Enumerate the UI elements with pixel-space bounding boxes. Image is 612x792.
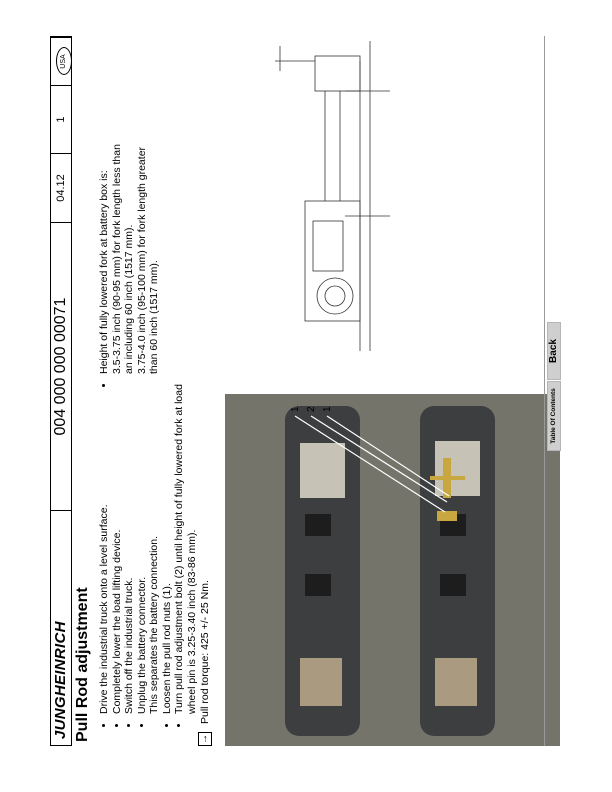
rotated-page — [50, 36, 560, 746]
nav-bar — [544, 36, 560, 746]
step-item: • Unplug the battery connector. This separates the battery connection. — [136, 384, 161, 714]
country-cell — [51, 37, 71, 85]
table-of-contents-button[interactable]: Table Of Contents — [547, 381, 561, 451]
step-item: • Turn pull rod adjustment bolt (2) until height of fully lowered fork at load wheel pin is 3.25-3.40 inch (83-86 mm). — [173, 384, 198, 714]
pull-rod-photo — [225, 394, 560, 746]
step-item: • Switch off the industrial truck. — [123, 384, 136, 714]
document-number: 004 000 000 00071 — [51, 222, 71, 510]
step-item: • Loosen the pull rod nuts (1). — [161, 384, 174, 714]
spec-item: • Height of fully lowered fork at battery box is: 3.5-3.75 inch (90-95 mm) for fork length less than an including 60 inch (1517 mm). 3.75-4.0 inch (95-100 mm) for fork length greater than 60 inch (1517 mm). — [98, 144, 161, 374]
callout-2: 2 — [306, 406, 317, 412]
document-date: 04.12 — [51, 153, 71, 222]
step-item: • Drive the industrial truck onto a level surface. — [98, 384, 111, 714]
step-item: • Completely lower the load lifting device. — [111, 384, 124, 714]
procedure-steps — [98, 384, 198, 726]
callout-1-top: 1 — [290, 406, 301, 412]
arrow-right-icon: → — [199, 734, 210, 744]
page-title: Pull Rod adjustment — [74, 587, 91, 742]
fork-height-spec — [98, 144, 161, 386]
nav-divider — [544, 36, 545, 746]
torque-note — [198, 580, 212, 746]
brand-logo: JUNGHEINRICH — [51, 510, 71, 745]
header-bar — [50, 36, 72, 746]
truck-side-drawing — [185, 36, 395, 391]
callout-1-bottom: 1 — [322, 406, 333, 412]
back-button[interactable]: Back — [547, 322, 561, 380]
torque-text: Pull rod torque: 425 +/- 25 Nm. — [198, 580, 211, 724]
country-badge: USA — [56, 48, 72, 76]
page-number: 1 — [51, 85, 71, 153]
